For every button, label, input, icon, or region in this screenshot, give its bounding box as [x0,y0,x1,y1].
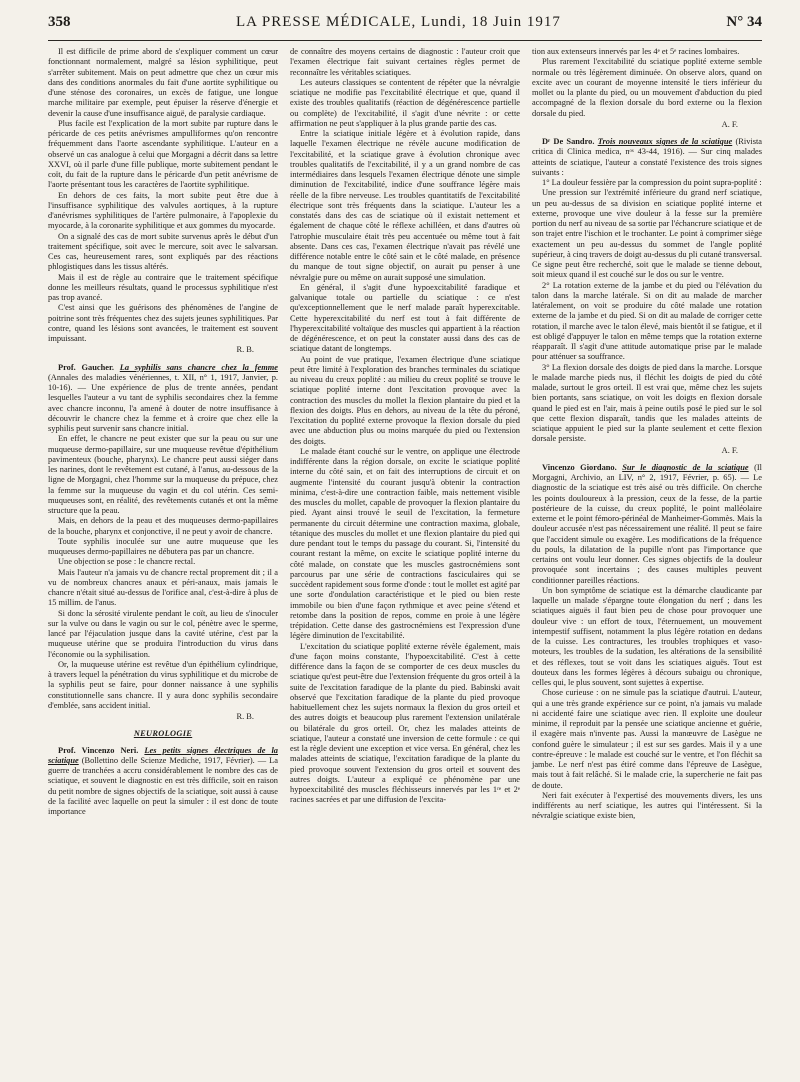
paragraph: 3° La flexion dorsale des doigts de pied dans la marche. Lorsque le malade marche pieds nus, il fléchit les doigts de pied du côté malade, surtout le gros orteil. Il est vrai que, même chez les sujets bien portants, sans sciatique, on voit les doigts en flexion dorsale quand le pied est en l'air, mais à peine outils posé le pied sur le sol que cette flexion disparaît, tandis que les malades atteints de sciatique appuient le pied sur la plante seulement et cette flexion dorsale persiste. [532,362,762,444]
article-heading [532,463,762,586]
columns [48,47,762,822]
paragraph: tion aux extenseurs innervés par les 4ᵉ et 5ᵉ racines lombaires. [532,47,740,56]
paragraph: Le malade étant couché sur le ventre, on applique une électrode indifférente dans la région dorsale, on excite le sciatique poplité interne du côté sain, et on fait des interruptions de circuit et on augmente l'intensité du courant jusqu'à obtenir la contraction minima, c'est-à-dire une contraction faible, mais nettement visible des muscles du mollet, capable de provoquer la flexion plantaire du pied. Ayant ainsi trouvé le seuil de l'excitation, la fermeture permanente du circuit détermine une contraction maxima, globale, tétanique des muscles du mollet et une flexion plantaire du pied qui dure pendant tout le temps du passage du courant. Si, l'intensité du courant restant la même, on excite le sciatique poplité interne du côté malade, on constate que les muscles gastrocnémiens sont parcourus par une série de contractions fasciculaires qui se succèdent rapidement sous forme d'onde : tout le mollet est agité par une sorte d'ondulation caractéristique et le pied ou bien reste immobile ou bien d'une façon rythmique et avec peine s'étend et retombe dans la position de repos, comme en proie à une légère trépidation. Cette danse des gastrocnémiens est l'expression d'une légère diminution de l'excitabilité. [290,446,520,641]
paragraph: Si donc la sérosité virulente pendant le coït, au lieu de s'inoculer sur la vulve ou dans le vagin ou sur le col, pénètre avec le sperme, lancé par l'éjaculation jusque dans la cavité utérine, c'est par la muqueuse utérine que se produira l'introduction du virus dans l'économie ou la syphilisation. [48,608,278,659]
article-author: Dʳ De Sandro. [542,137,595,146]
paragraph: 1° La douleur fessière par la compression du point supra-poplité : [542,178,762,187]
section-heading: NEUROLOGIE [133,729,193,739]
paragraph: Entre la sciatique initiale légère et à évolution rapide, dans laquelle l'examen électrique ne révèle aucune modification de l'excitabilité, et la sciatique grave à évolution chronique avec troubles qualitatifs de l'excitabilité, il y a un grand nombre de cas intermédiaires dans lesquels l'examen électrique dénote une simple diminution de l'excitabilité, indice d'une souffrance légère mais réelle de la fibre nerveuse. Les troubles quantitatifs de l'excitabilité électrique sont très fréquents dans la sciatique. L'auteur les a constatés dans des cas de sciatique où il existait nettement et également de chaque côté le réflexe achilléen, et dans d'autres où l'atrophie musculaire était très peu accentuée ou même tout à fait absente. Dans ces cas, l'examen électrique n'avait pas révélé une différence notable entre le côté sain et le côté malade, en présence du manque de tout signe objectif, on aurait pu penser à une névralgie pure ou même on aurait supposé une simulation. [290,129,520,282]
column-3 [532,47,762,822]
paragraph: Une pression sur l'extrémité inférieure du grand nerf sciatique, un peu au-dessus de sa division en sciatique poplité interne et externe, provoque une vive douleur à la fesse sur la première portion du nerf au niveau de sa sortie par l'échancrure sciatique et de son trajet entre l'ischion et le trochanter. Le point à comprimer siège exactement un peu au-dessus du sommet de l'angle poplité supérieur, à cinq travers de doigt au-dessus du pli cutané transversal. Ce signe peut être recherché, soit que le malade se tienne debout, soit mieux quand il est couché sur le dos ou sur le ventre. [532,188,762,280]
article-heading [48,746,278,818]
paragraph: Neri fait exécuter à l'expertisé des mouvements divers, les uns indifférents au nerf sciatique, les autres qui l'intéressent. Si la névralgie sciatique existe bien, [532,790,762,821]
paragraph: Plus rarement l'excitabilité du sciatique poplité externe semble normale ou très légèrement diminuée. On observe alors, quand on excite avec un courant de moyenne intensité le tiers inférieur du mollet ou la plante du pied, ou un mouvement d'abduction du pied accompagné de la flexion dorsale du bord externe ou la flexion dorsale du pied. [532,57,762,118]
article-title: Trois nouveaux signes de la sciatique [597,137,733,146]
paragraph: 2° La rotation externe de la jambe et du pied ou l'élévation du talon dans la marche latérale. Si on dit au malade de marcher latéralement, on voit se produire du côté malade une rotation externe de la jambe et du pied. Si on dit au malade de corriger cette rotation, il marche avec le talon élevé, mais bientôt il se fatigue, et il est obligé d'appuyer le talon en même temps que la rotation externe réapparaît. Il s'agit d'une attitude automatique prise par le malade pour atténuer sa souffrance. [532,280,762,362]
signature: A. F. [721,445,738,455]
paragraph: En général, il s'agit d'une hypoexcitabilité faradique et galvanique totale ou partielle du sciatique : ce n'est qu'exceptionnellement que le nerf malade paraît hyperexcitable. Cette hyperexcitabilité du nerf est tout à fait différente de l'hyperexcitabilité voltaïque des muscles qui appartient à la réaction de dégénérescence, et on peut la constater aussi dans des cas de sciatique datant de longtemps. [290,282,520,354]
article-author: Vincenzo Giordano. [542,462,617,472]
issue-number: N° 34 [726,14,762,30]
page-number: 358 [48,14,71,30]
paragraph: En effet, le chancre ne peut exister que sur la peau ou sur une muqueuse dermo-papillaire, sur une muqueuse revêtue d'épithélium pavimenteux (bouche, pharynx). Le chancre peut aussi siéger dans les narines, dont le revêtement est cutané, à l'anus, au-dessous de la ligne de Morgagni, chez l'homme sur la muqueuse du prépuce, chez la femme sur la muqueuse du vagin et du col utérin. Ces semi-muqueuses sont, en réalité, des revêtements cutanés et ont la même structure que la peau. [48,434,278,515]
paragraph: On a signalé des cas de mort subite survenus après le début d'un traitement spécifique, soit avec le mercure, soit avec le salvarsan. Ces cas, heureusement rares, sont expliqués par des réactions phlogistiques dans les tissus altérés. [48,231,278,272]
article-author: Prof. Vincenzo Neri. [58,745,139,755]
article-title: Les petits signes électriques de la sciatique [48,745,278,765]
paragraph: Plus facile est l'explication de la mort subite par rupture dans le péricarde de ces petits anévrismes ampulliformes qu'on rencontre fréquemment dans l'aorte ascendante syphilitique. L'auteur en a observé un cas analogue à celui que Morgagni a décrit dans sa lettre XXVI, où il parle d'une fille publique, morte subitement pendant le coït, du fait de la rupture dans le péricarde d'un petit anévrisme de l'aorte présentant tous les caractères de l'aortite syphilitique. [48,118,278,190]
paragraph: Les auteurs classiques se contentent de répéter que la névralgie sciatique ne modifie pas l'excitabilité électrique et que, quand il existe des troubles qualitatifs (réaction de dégénérescence partielle ou complète) de l'excitabilité, il s'agit d'une névrite : or cette affirmation ne peut s'appliquer à la plus grande partie des cas. [290,77,520,128]
article-heading [48,363,278,435]
journal-title: LA PRESSE MÉDICALE, Lundi, 18 Juin 1917 [236,14,561,30]
article-reference: (Il Morgagni, Archivio, an LIV, n° 2, 1917, Février, p. 65). — Le diagnostic de la sciatique est très aisé ou très difficile. On cherche les points douloureux à la pression, ceux de la fesse, de la partie postérieure de la cuisse, du creux poplité, le point malléolaire externe et le point fémoro-périnéal de Manheimer-Gommès. Mais la douleur accusée n'est pas nécessairement une réalité. Il peut se faire que l'accident simule ou exagère. Les modifications de la fréquence du pouls, la dilatation de la pupille n'ont pas l'importance que certains ont voulu leur donner. Ces signes objectifs de la douleur provoquée sont incertains ; des causes multiples peuvent conditionner pareilles réactions. [532,462,762,585]
paragraph: C'est ainsi que les guérisons des phénomènes de l'angine de poitrine sont très fréquentes chez des sujets jeunes syphilitiques. Par contre, quand les lésions sont avancées, le traitement est souvent impuissant. [48,303,278,343]
column-2 [290,47,520,822]
paragraph: Toute syphilis inoculée sur une autre muqueuse que les muqueuses dermo-papillaires ne débutera pas par un chancre. [48,536,278,556]
paragraph: Or, la muqueuse utérine est revêtue d'un épithélium cylindrique, à travers lequel la pénétration du virus syphilitique et du microbe de la syphilis peut se faire, pour donner naissance à une syphilis constitutionnelle sans chancre. Il y aura donc syphilis secondaire d'emblée, sans accident initial. [48,659,278,710]
paragraph: Mais l'auteur n'a jamais vu de chancre rectal proprement dit ; il a vu de nombreux chancres anaux et péri-anaux, mais jamais le chancre n'était situé au-dessus de l'orifice anal, c'est-à-dire à plus de 15 millim. de l'anus. [48,567,278,608]
paragraph: Un bon symptôme de sciatique est la démarche claudicante par laquelle un malade s'épargne toute élongation du nerf ; dans les sciatiques aiguës il faut bien peu de chose pour provoquer une douleur vive : un effort de toux, l'éternuement, un mouvement intempestif suffisent, notamment la plus légère rotation en dedans de la cuisse. Les contractures, les troubles trophiques et vaso-moteurs, les troubles de la sudation, les altérations de la sensibilité et des réflexes, tout se voit dans les sciatiques aiguës. Tout est douteux dans les formes légères à décours subaigu ou chronique, celles qui, le plus souvent, sont sujettes à expertise. [532,585,762,687]
paragraph: Chose curieuse : on ne simule pas la sciatique d'autrui. L'auteur, qui a une très grande expérience sur ce point, n'a jamais vu malade ni accidenté faire une sciatique avec rien. Il exploite une douleur minime, il reproduit par la pensée une sciatique ancienne et guérie, il exagère mais n'invente pas. Aussi la manœuvre de Lasègue ne confond guère le simulateur ; il est sur ses gardes. Mais il y a une contre-épreuve : le malade est couché sur le ventre, et l'on fléchit sa jambe. Le nerf n'est pas étiré comme dans l'épreuve de Lasègue, mais tout à fait relâché. Si le malade crie, la supercherie ne fait pas de doute. [532,688,762,790]
paragraph: Il est difficile de prime abord de s'expliquer comment un cœur fonctionnant normalement, malgré sa lésion syphilitique, peut s'arrêter subitement. Mais on peut admettre que chez un cœur mis dans des conditions anormales du fait d'une aortite syphilitique ou d'une sténose des coronaires, un excès de fatigue, une longue marche militaire par exemple, peut épuiser la réserve d'énergie et devenir la cause d'une insuffisance aiguë, de paralysie cardiaque. [48,47,278,118]
paragraph: Au point de vue pratique, l'examen électrique d'une sciatique peut être limité à l'exploration des branches terminales du sciatique au niveau du creux poplité : au milieu du creux poplité se trouve le sciatique poplité interne dont l'excitation provoque avec la contraction des muscles du mollet la flexion plantaire du pied et la flexion des doigts. Plus en dehors, au niveau de la tête du péroné, l'excitation du poplité externe provoque la flexion dorsale du pied avec une abduction plus ou moins marquée du pied ou l'extension des doigts. [290,354,520,446]
article-title: La syphilis sans chancre chez la femme [119,362,278,372]
paragraph: En dehors de ces faits, la mort subite peut être due à l'insuffisance syphilitique des valvules aortiques, à la rupture d'anévrismes syphilitiques de l'artère pulmonaire, à l'apoplexie du myocarde, à la coronarite syphilitique et aux gommes du myocarde. [48,190,278,231]
article-reference: (Rivista critica di Clinica medica, nᵒˢ 43-44, 1916). — Sur cinq malades atteints de sciatique, l'auteur a constaté l'existence des trois signes suivants : [532,137,763,177]
signature: R. B. [236,712,254,721]
column-1 [48,47,278,822]
paragraph: Mais, en dehors de la peau et des muqueuses dermo-papillaires de la bouche, pharynx et conjonctive, il ne peut y avoir de chancre. [48,516,278,536]
article-title: Sur le diagnostic de la sciatique [622,462,749,472]
paragraph: Mais il est de règle au contraire que le traitement spécifique donne les meilleurs résultats, quand le processus syphilitique n'est pas trop avancé. [48,272,278,302]
article-author: Prof. Gaucher. [58,362,114,372]
signature: R. B. [236,345,254,355]
paragraph: Une objection se pose : le chancre rectal. [58,557,196,567]
paragraph: de connaître des moyens certains de diagnostic : l'auteur croit que l'examen électrique fait suivant certaines règles permet de reconnaître les véritables sciatiques. [290,47,520,77]
header-rule [48,40,762,41]
article-reference: (Bollettino delle Scienze Mediche, 1917, Février). — La guerre de tranchées a accru considérablement le nombre des cas de sciatique, et souvent le diagnostic en est très difficile, soit en raison du petit nombre de signes objectifs de la sciatique, soit aussi à cause de la facilité avec laquelle on peut la simuler : il est donc de toute importance [48,755,279,816]
article-heading [532,137,762,178]
page-header [48,14,762,38]
paragraph: L'excitation du sciatique poplité externe révèle également, mais d'une façon moins constante, l'hypoexcitabilité. C'est à cette différence dans la façon de se comporter de ces deux muscles du sciatique qu'est peut-être due l'extension fréquente du gros orteil à la suite de l'excitation faradique de la plante du pied. Babinski avait observé que l'excitation faradique de la plante du pied provoque habituellement chez les sujets normaux la flexion du gros orteil et des autres doigts et beaucoup plus rarement l'extension unilatérale ou bilatérale du gros orteil. Or, chez les malades atteints de sciatique, l'auteur a constaté une inversion de cette formule : ce qui est la règle devient une exception et vice versa. En général, chez les malades atteints de sciatique, l'excitation faradique de la plante du pied provoque souvent l'extension du gros orteil et souvent des autres doigts. L'auteur a expliqué ce phénomène par une hypoexcitabilité des muscles fléchisseurs innervés par les 1ʳᵉ et 2ᵉ racines sacrées et par une diffusion de l'excita- [290,641,520,805]
article-reference: (Annales des maladies vénériennes, t. XII, n° 1, 1917, Janvier, p. 10-16). — Une expérience de plus de trente années, pendant lesquelles l'auteur a vu tant de syphilis secondaires chez la femme avec chancre inconnu, l'a amené à douter de notre insuffisance à découvrir le chancre chez la femme et à croire que chez elle la syphilis peut survenir sans chancre initial. [48,372,278,433]
signature: A. F. [721,119,738,129]
